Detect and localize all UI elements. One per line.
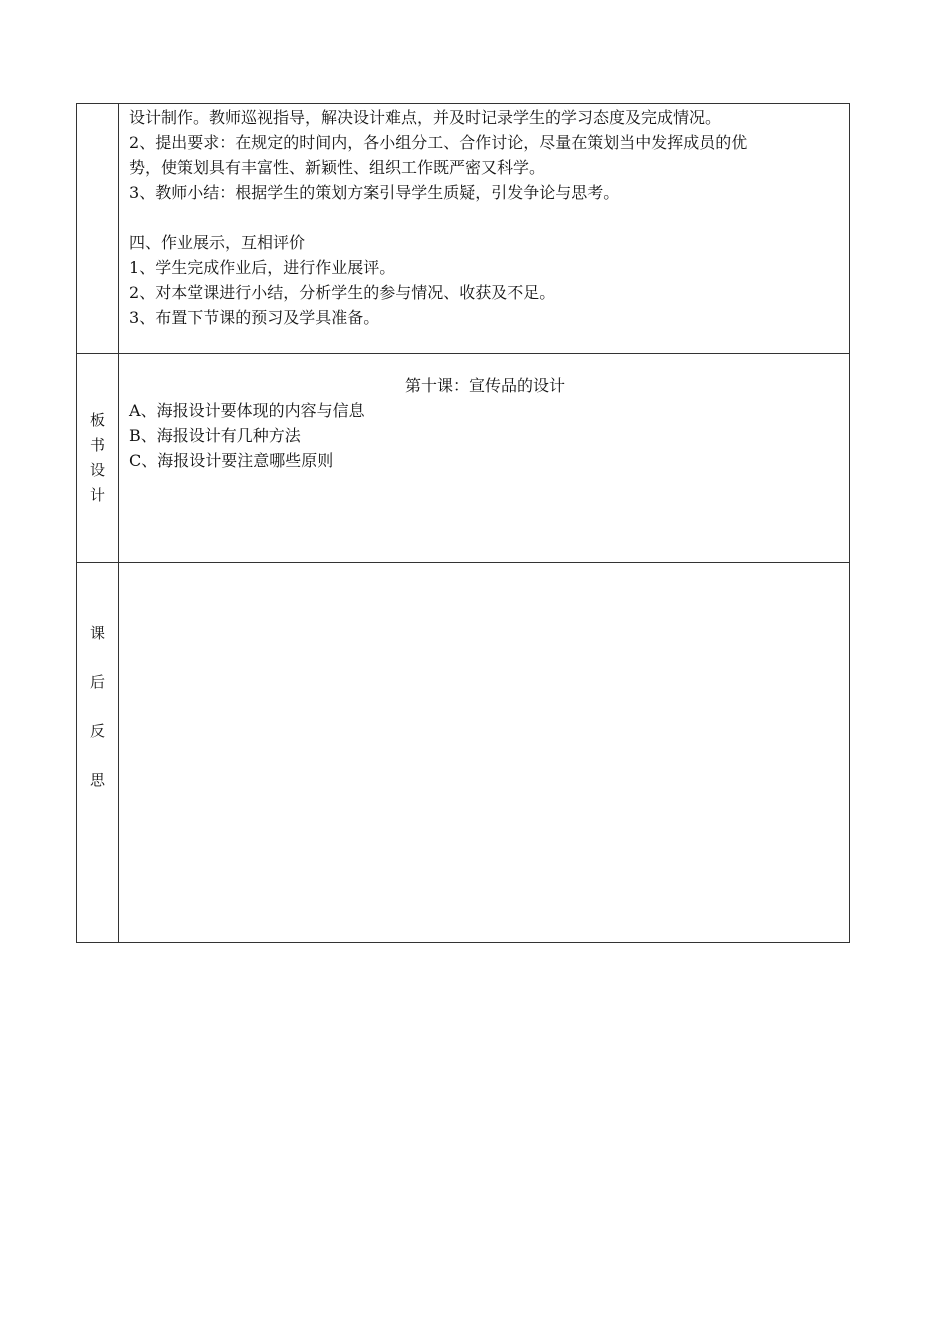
reflection-label-char: 课 [90, 624, 106, 642]
teaching-line: 设计制作。教师巡视指导，解决设计难点，并及时记录学生的学习态度及完成情况。 [129, 108, 722, 127]
reflection-label-cell [77, 563, 119, 943]
teaching-line: 2、提出要求：在规定的时间内，各小组分工、合作讨论，尽量在策划当中发挥成员的优 [129, 133, 748, 152]
board-item: A、海报设计要体现的内容与信息 [129, 401, 365, 420]
board-label-char: 计 [90, 486, 106, 504]
teaching-line-blank [129, 205, 841, 230]
reflection-label-char: 反 [90, 722, 106, 740]
board-design-label [77, 354, 118, 508]
teaching-line: 2、对本堂课进行小结，分析学生的参与情况、收获及不足。 [129, 283, 556, 302]
teaching-line: 四、作业展示，互相评价 [129, 233, 306, 252]
board-design-content-cell [119, 354, 850, 563]
reflection-row [77, 563, 850, 943]
board-design-label-cell [77, 354, 119, 563]
board-title: 第十课：宣传品的设计 [405, 376, 566, 395]
board-item: C、海报设计要注意哪些原则 [129, 451, 334, 470]
lesson-plan-table [76, 103, 850, 943]
teaching-line: 3、布置下节课的预习及学具准备。 [129, 308, 380, 327]
board-design-row [77, 354, 850, 563]
board-label-char: 书 [90, 436, 106, 454]
board-item: B、海报设计有几种方法 [129, 426, 301, 445]
teaching-line: 3、教师小结：根据学生的策划方案引导学生质疑，引发争论与思考。 [129, 183, 620, 202]
board-label-char: 设 [90, 461, 106, 479]
teaching-line: 势，使策划具有丰富性、新颖性、组织工作既严密又科学。 [129, 158, 546, 177]
reflection-label [77, 563, 118, 793]
teaching-process-content-cell [119, 104, 850, 354]
teaching-process-label-cell [77, 104, 119, 354]
reflection-label-char: 思 [90, 771, 106, 789]
reflection-label-char: 后 [90, 673, 106, 691]
teaching-line: 1、学生完成作业后，进行作业展评。 [129, 258, 396, 277]
teaching-process-row [77, 104, 850, 354]
reflection-content-cell[interactable] [119, 563, 850, 943]
board-label-char: 板 [90, 411, 106, 429]
